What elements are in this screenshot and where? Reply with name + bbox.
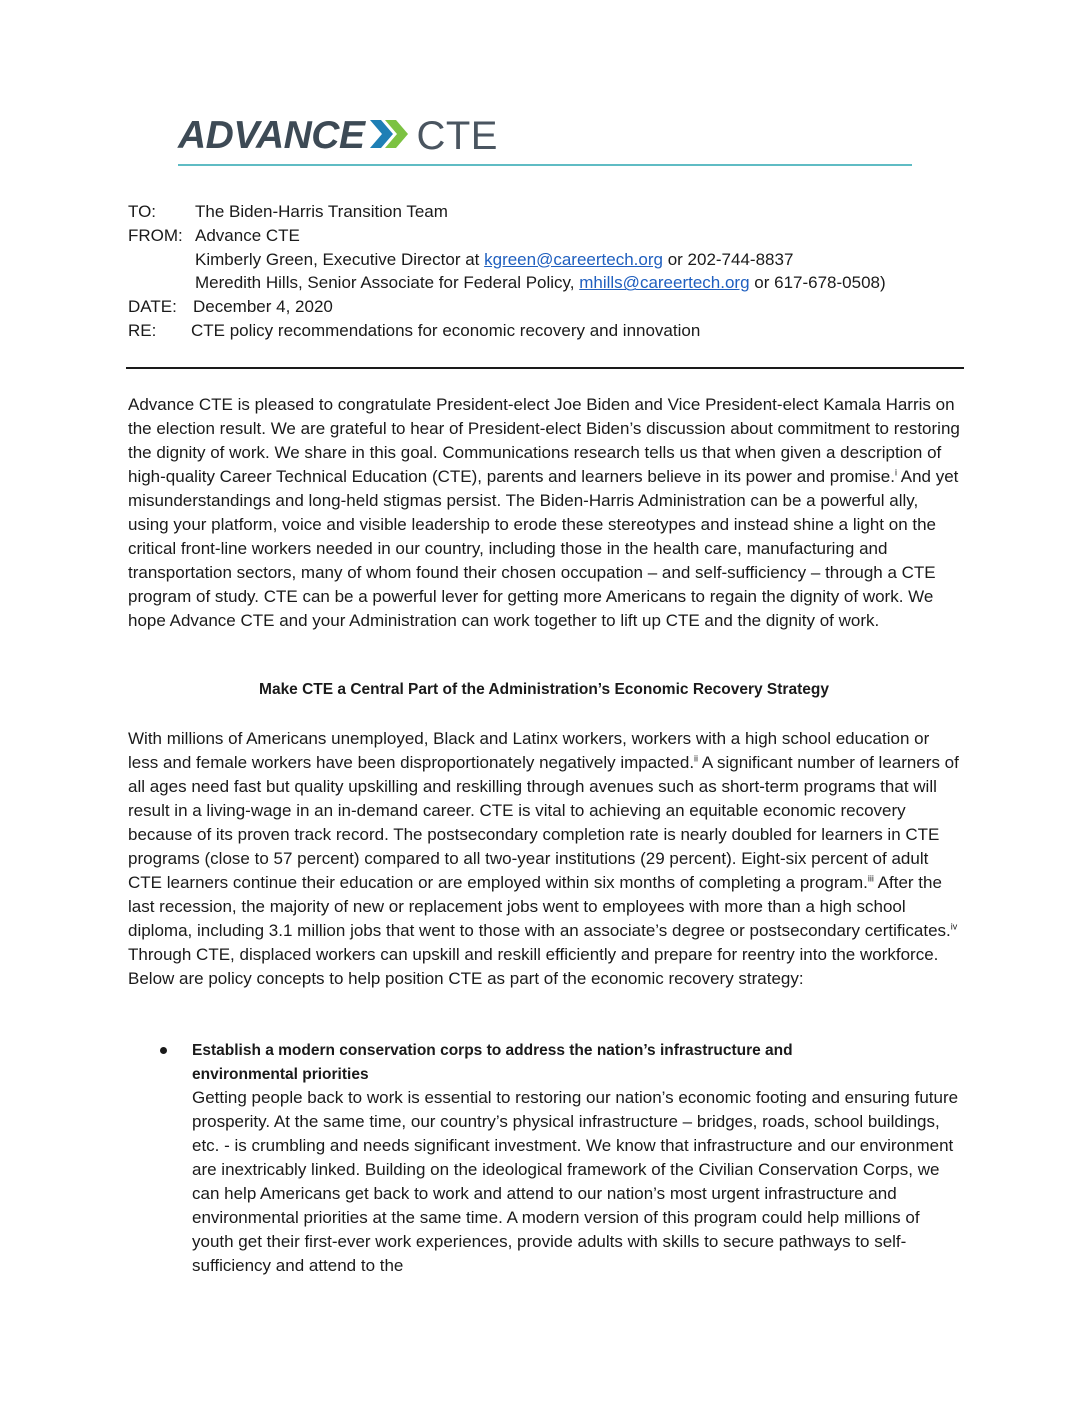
advance-cte-logo: [178, 112, 498, 160]
section-text-2: A significant number of learners of all ages need fast but quality upskilling and reskilling through avenues such as short-term programs that will result in a living-wage in an in-demand career. CTE is vital to achieving an equitable economic recovery because of its proven track record. The postsecondary completion rate is nearly doubled for learners in CTE programs (close to 57 percent) compared to all two-year institutions (29 percent). Eight-six percent of adult CTE learners continue their education or are employed within six months of completing a program.: [128, 753, 959, 892]
re-value: CTE policy recommendations for economic recovery and innovation: [191, 320, 701, 340]
intro-text-1: Advance CTE is pleased to congratulate President-elect Joe Biden and Vice President-elect Kamala Harris on the election result. We are grateful to hear of President-elect Biden’s discussion about commitment to restoring the dignity of work. We share in this goal. Communications research tells us that when given a description of high-quality Career Technical Education (CTE), parents and learners believe in its power and promise.: [128, 395, 960, 486]
economic-recovery-paragraph: [128, 727, 960, 991]
memo-divider: [126, 367, 964, 369]
to-label: TO:: [128, 202, 157, 221]
logo-word-advance: ADVANCE: [178, 114, 365, 157]
intro-text-2: And yet misunderstandings and long-held stigmas persist. The Biden-Harris Administration can be a powerful ally, using your platform, voice and visible leadership to erode these stereotypes and instead shine a light on the critical front-line workers needed in our country, including those in the health care, manufacturing and transportation sectors, many of whom found their chosen occupation – and self-sufficiency – through a CTE program of study. CTE can be a powerful lever for getting more Americans to regain the dignity of work. We hope Advance CTE and your Administration can work together to lift up CTE and the dignity of work.: [128, 467, 959, 630]
intro-paragraph: [128, 393, 960, 633]
contact-2-line: [195, 271, 886, 295]
contact-2-prefix: Meredith Hills, Senior Associate for Federal Policy,: [195, 273, 580, 293]
date-label: DATE:: [128, 297, 177, 317]
to-value: The Biden-Harris Transition Team: [195, 202, 448, 221]
mhills-email-link[interactable]: mhills@careertech.org: [579, 273, 750, 293]
section-text-1: With millions of Americans unemployed, Black and Latinx workers, workers with a high school education or less and female workers have been disproportionately negatively impacted.: [128, 729, 930, 772]
chevron-logo-icon: [368, 117, 412, 156]
endnote-ref-3[interactable]: iii: [867, 873, 874, 884]
bullet-title: Establish a modern conservation corps to address the nation’s infrastructure and environmental priorities: [192, 1042, 793, 1083]
contact-1-prefix: Kimberly Green, Executive Director at: [195, 249, 485, 269]
section-text-4: Through CTE, displaced workers can upskill and reskill efficiently and prepare for reentry into the workforce. Below are policy concepts to help position CTE as part of the economic recovery strategy:: [128, 945, 939, 988]
logo-word-cte: CTE: [416, 113, 498, 158]
date-value: December 4, 2020: [193, 297, 333, 317]
endnote-ref-1[interactable]: i: [894, 467, 897, 478]
contact-1-line: [195, 248, 793, 272]
re-label: RE:: [128, 320, 157, 340]
contact-1-suffix: or 202-744-8837: [662, 249, 794, 269]
endnote-ref-2[interactable]: ii: [694, 753, 699, 764]
contact-2-suffix: or 617-678-0508): [749, 273, 886, 293]
from-label: FROM:: [128, 225, 183, 245]
kgreen-email-link[interactable]: kgreen@careertech.org: [484, 249, 663, 269]
bullet-icon: [160, 1047, 167, 1054]
bullet-body: Getting people back to work is essential to restoring our nation’s economic footing and ensuring future prosperity. At the same time, our country’s physical infrastructure – bridges, roads, school buildings, etc. - is crumbling and needs significant investment. We know that infrastructure and our environment are inextricably linked. Building on the ideological framework of the Civilian Conservation Corps, we can help Americans get back to work and attend to our nation’s most urgent infrastructure and environmental priorities at the same time. A modern version of this program could help millions of youth get their first-ever work experiences, provide adults with skills to secure pathways to self-sufficiency and attend to the: [192, 1088, 959, 1275]
from-value: Advance CTE: [195, 225, 300, 245]
endnote-ref-4[interactable]: iv: [950, 921, 958, 932]
section-heading: Make CTE a Central Part of the Administration’s Economic Recovery Strategy: [259, 681, 829, 698]
logo-divider: [178, 164, 912, 166]
section-text-3: After the last recession, the majority of new or replacement jobs went to employees with more than a high school diploma, including 3.1 million jobs that went to those with an associate’s degree or postsecondary certificates.: [128, 873, 951, 940]
